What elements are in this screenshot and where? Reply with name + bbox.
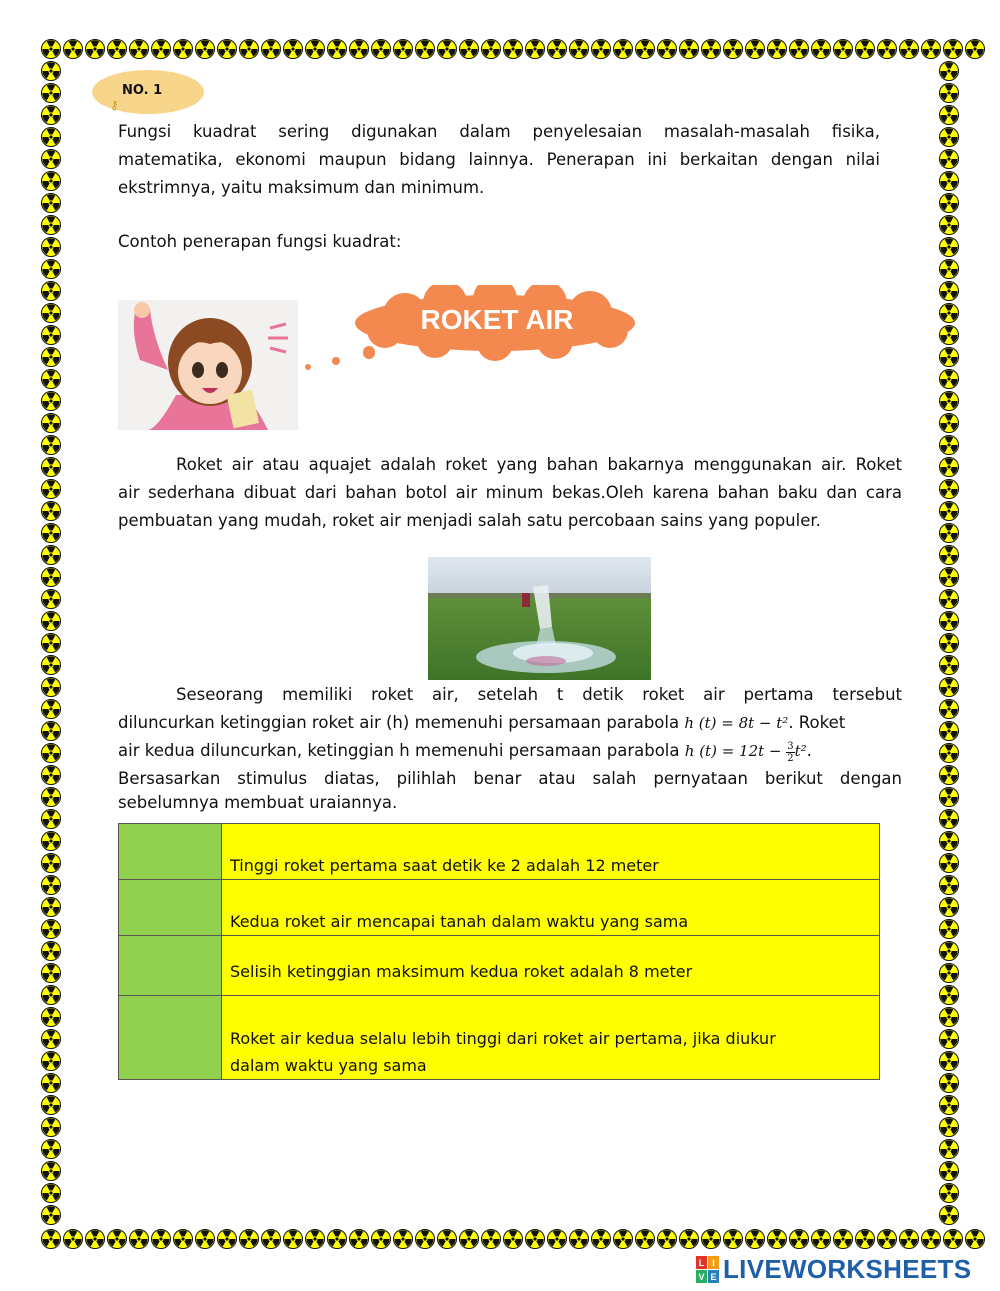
radiation-symbol-icon [939,721,959,741]
question-number-label: NO. 1 [122,83,163,98]
equation-2-right: t² [794,742,807,760]
radiation-symbol-icon [41,941,61,961]
radiation-symbol-icon [939,633,959,653]
radiation-symbol-icon [939,171,959,191]
radiation-symbol-icon [41,303,61,323]
radiation-symbol-icon [811,1229,831,1249]
radiation-symbol-icon [939,325,959,345]
radiation-symbol-icon [217,1229,237,1249]
radiation-symbol-icon [939,1051,959,1071]
radiation-symbol-icon [41,501,61,521]
statement-row-2 [119,880,880,936]
radiation-symbol-icon [151,1229,171,1249]
radiation-symbol-icon [547,39,567,59]
radiation-symbol-icon [899,39,919,59]
radiation-symbol-icon [41,765,61,785]
radiation-symbol-icon [939,545,959,565]
radiation-symbol-icon [591,39,611,59]
intro-line-1: Fungsi kuadrat sering digunakan dalam penyelesaian masalah-masalah fisika, [118,122,880,141]
radiation-symbol-icon [939,853,959,873]
problem-line-2-text: diluncurkan ketinggian roket air (h) memenuhi persamaan parabola [118,713,685,732]
radiation-symbol-icon [939,699,959,719]
radiation-symbol-icon [939,237,959,257]
radiation-symbol-icon [939,501,959,521]
radiation-symbol-icon [41,523,61,543]
answer-cell-4[interactable] [119,996,222,1080]
radiation-symbol-icon [41,611,61,631]
radiation-symbol-icon [943,1229,963,1249]
statements-table [118,823,880,1080]
logo-letter-1: L [698,1257,705,1268]
radiation-symbol-icon [41,1229,61,1249]
radiation-symbol-icon [767,1229,787,1249]
radiation-symbol-icon [41,105,61,125]
radiation-symbol-icon [939,479,959,499]
radiation-symbol-icon [939,435,959,455]
statement-text-2: Kedua roket air mencapai tanah dalam waktu yang sama [222,880,880,936]
radiation-symbol-icon [833,1229,853,1249]
radiation-symbol-icon [939,985,959,1005]
frame-left-border [40,60,62,1226]
radiation-symbol-icon [939,611,959,631]
radiation-symbol-icon [41,1117,61,1137]
radiation-symbol-icon [525,1229,545,1249]
example-heading: Contoh penerapan fungsi kuadrat: [118,232,402,251]
radiation-symbol-icon [41,281,61,301]
intro-line-2: matematika, ekonomi maupun bidang lainnya. Penerapan ini berkaitan dengan nilai [118,150,880,169]
radiation-symbol-icon [939,787,959,807]
radiation-symbol-icon [939,149,959,169]
answer-cell-1[interactable] [119,824,222,880]
radiation-symbol-icon [437,1229,457,1249]
radiation-symbol-icon [939,1205,959,1225]
radiation-symbol-icon [939,567,959,587]
radiation-symbol-icon [41,479,61,499]
radiation-symbol-icon [283,39,303,59]
radiation-symbol-icon [217,39,237,59]
radiation-symbol-icon [939,193,959,213]
equation-2-left: h (t) = 12t − [684,742,787,760]
radiation-symbol-icon [41,985,61,1005]
radiation-symbol-icon [41,391,61,411]
radiation-symbol-icon [129,39,149,59]
radiation-symbol-icon [939,1007,959,1027]
radiation-symbol-icon [41,83,61,103]
radiation-symbol-icon [151,39,171,59]
radiation-symbol-icon [939,127,959,147]
radiation-symbol-icon [939,215,959,235]
liveworksheets-wordmark: LIVEWORKSHEETS [723,1254,972,1284]
radiation-symbol-icon [939,765,959,785]
radiation-symbol-icon [939,281,959,301]
logo-letter-3: V [698,1271,705,1282]
radiation-symbol-icon [613,39,633,59]
radiation-symbol-icon [305,1229,325,1249]
radiation-symbol-icon [939,1095,959,1115]
radiation-symbol-icon [503,39,523,59]
radiation-symbol-icon [261,1229,281,1249]
statement-3-line: Selisih ketinggian maksimum kedua roket adalah 8 meter [230,962,693,981]
frame-bottom-border [40,1228,986,1250]
radiation-symbol-icon [41,699,61,719]
radiation-symbol-icon [939,105,959,125]
radiation-symbol-icon [657,39,677,59]
description-paragraph [118,451,902,535]
problem-line-5: sebelumnya membuat uraiannya. [118,793,398,812]
radiation-symbol-icon [173,39,193,59]
radiation-symbol-icon [41,1139,61,1159]
radiation-symbol-icon [939,963,959,983]
radiation-symbol-icon [239,1229,259,1249]
radiation-symbol-icon [939,259,959,279]
radiation-symbol-icon [939,831,959,851]
radiation-symbol-icon [195,39,215,59]
radiation-symbol-icon [939,655,959,675]
statement-text-1: Tinggi roket pertama saat detik ke 2 adalah 12 meter [222,824,880,880]
radiation-symbol-icon [349,1229,369,1249]
liveworksheets-brand [696,1254,971,1285]
statement-row-4 [119,996,880,1080]
radiation-symbol-icon [41,875,61,895]
radiation-symbol-icon [939,1029,959,1049]
radiation-symbol-icon [877,39,897,59]
radiation-symbol-icon [459,1229,479,1249]
problem-line-2 [118,709,902,737]
radiation-symbol-icon [811,39,831,59]
radiation-symbol-icon [679,1229,699,1249]
radiation-symbol-icon [939,1183,959,1203]
intro-paragraph [118,118,880,202]
radiation-symbol-icon [107,39,127,59]
cartoon-girl-illustration [118,300,298,430]
problem-paragraph [118,681,902,817]
statement-text-4 [222,996,880,1080]
radiation-symbol-icon [547,1229,567,1249]
logo-letter-4: E [710,1271,717,1282]
radiation-symbol-icon [41,809,61,829]
radiation-symbol-icon [943,39,963,59]
radiation-symbol-icon [525,39,545,59]
radiation-symbol-icon [41,633,61,653]
radiation-symbol-icon [415,1229,435,1249]
radiation-symbol-icon [305,39,325,59]
radiation-symbol-icon [283,1229,303,1249]
radiation-symbol-icon [41,1095,61,1115]
radiation-symbol-icon [833,39,853,59]
description-line-1: Roket air atau aquajet adalah roket yang bahan bakarnya menggunakan air. Roket [176,455,902,474]
radiation-symbol-icon [939,1117,959,1137]
radiation-symbol-icon [41,259,61,279]
radiation-symbol-icon [635,1229,655,1249]
intro-line-3: ekstrimnya, yaitu maksimum dan minimum. [118,178,485,197]
radiation-symbol-icon [569,1229,589,1249]
radiation-symbol-icon [129,1229,149,1249]
radiation-symbol-icon [789,39,809,59]
answer-cell-2[interactable] [119,880,222,936]
radiation-symbol-icon [41,831,61,851]
statement-row-1 [119,824,880,880]
radiation-symbol-icon [701,39,721,59]
radiation-symbol-icon [327,39,347,59]
radiation-symbol-icon [41,655,61,675]
statement-row-3 [119,936,880,996]
radiation-symbol-icon [767,39,787,59]
key-icon: ⚷ [110,98,119,112]
radiation-symbol-icon [393,1229,413,1249]
radiation-symbol-icon [437,39,457,59]
fraction-denominator: 2 [787,752,794,764]
radiation-symbol-icon [503,1229,523,1249]
radiation-symbol-icon [481,1229,501,1249]
radiation-symbol-icon [41,853,61,873]
radiation-symbol-icon [41,919,61,939]
frame-top-border [40,38,986,60]
radiation-symbol-icon [939,83,959,103]
radiation-symbol-icon [41,1073,61,1093]
equation-rocket-2 [684,740,807,764]
equation-2-fraction [786,741,794,764]
equation-rocket-1: h (t) = 8t − t² [684,714,789,732]
radiation-symbol-icon [613,1229,633,1249]
radiation-symbol-icon [41,589,61,609]
description-line-2: air sederhana dibuat dari bahan botol air minum bekas.Oleh karena bahan baku dan cara [118,483,902,502]
water-rocket-photo [428,557,651,680]
radiation-symbol-icon [921,1229,941,1249]
radiation-symbol-icon [569,39,589,59]
radiation-symbol-icon [965,1229,985,1249]
radiation-symbol-icon [481,39,501,59]
thought-bubble-dots [300,345,380,375]
radiation-symbol-icon [63,39,83,59]
radiation-symbol-icon [41,1183,61,1203]
problem-line-3-tail: . [806,741,812,760]
radiation-symbol-icon [41,215,61,235]
radiation-symbol-icon [939,809,959,829]
radiation-symbol-icon [939,589,959,609]
radiation-symbol-icon [899,1229,919,1249]
radiation-symbol-icon [41,127,61,147]
radiation-symbol-icon [195,1229,215,1249]
radiation-symbol-icon [939,369,959,389]
radiation-symbol-icon [745,39,765,59]
radiation-symbol-icon [41,567,61,587]
radiation-symbol-icon [41,1205,61,1225]
frame-right-border [938,60,960,1226]
radiation-symbol-icon [41,1161,61,1181]
answer-cell-3[interactable] [119,936,222,996]
radiation-symbol-icon [239,39,259,59]
radiation-symbol-icon [107,1229,127,1249]
radiation-symbol-icon [939,391,959,411]
radiation-symbol-icon [459,39,479,59]
radiation-symbol-icon [939,897,959,917]
radiation-symbol-icon [349,39,369,59]
radiation-symbol-icon [41,457,61,477]
radiation-symbol-icon [965,39,985,59]
radiation-symbol-icon [789,1229,809,1249]
radiation-symbol-icon [723,39,743,59]
radiation-symbol-icon [41,369,61,389]
radiation-symbol-icon [939,743,959,763]
radiation-symbol-icon [41,149,61,169]
radiation-symbol-icon [41,963,61,983]
radiation-symbol-icon [855,1229,875,1249]
radiation-symbol-icon [591,1229,611,1249]
radiation-symbol-icon [41,61,61,81]
radiation-symbol-icon [939,413,959,433]
radiation-symbol-icon [415,39,435,59]
radiation-symbol-icon [41,325,61,345]
radiation-symbol-icon [939,875,959,895]
radiation-symbol-icon [635,39,655,59]
description-line-3: pembuatan yang mudah, roket air menjadi salah satu percobaan sains yang populer. [118,511,821,530]
liveworksheets-logo-icon [696,1256,720,1284]
radiation-symbol-icon [939,919,959,939]
problem-line-4: Bersasarkan stimulus diatas, pilihlah benar atau salah pernyataan berikut dengan [118,769,902,788]
radiation-symbol-icon [393,39,413,59]
problem-line-3 [118,737,902,765]
radiation-symbol-icon [41,1029,61,1049]
radiation-symbol-icon [41,237,61,257]
radiation-symbol-icon [41,1051,61,1071]
radiation-symbol-icon [85,1229,105,1249]
problem-line-2-tail: . Roket [788,713,846,732]
radiation-symbol-icon [939,457,959,477]
radiation-symbol-icon [41,897,61,917]
problem-line-1: Seseorang memiliki roket air, setelah t detik roket air pertama tersebut [176,685,902,704]
radiation-symbol-icon [41,435,61,455]
statement-text-3 [222,936,880,996]
radiation-symbol-icon [41,677,61,697]
radiation-symbol-icon [41,1007,61,1027]
cloud-title: ROKET AIR [420,304,574,335]
radiation-symbol-icon [679,39,699,59]
radiation-symbol-icon [701,1229,721,1249]
fraction-numerator: 3 [787,740,794,752]
radiation-symbol-icon [855,39,875,59]
radiation-symbol-icon [939,347,959,367]
radiation-symbol-icon [173,1229,193,1249]
radiation-symbol-icon [41,193,61,213]
statement-4-line-2: dalam waktu yang sama [230,1056,427,1075]
radiation-symbol-icon [939,677,959,697]
radiation-symbol-icon [745,1229,765,1249]
logo-letter-2: I [712,1257,715,1268]
radiation-symbol-icon [41,743,61,763]
radiation-symbol-icon [327,1229,347,1249]
radiation-symbol-icon [939,941,959,961]
statement-4-line-1: Roket air kedua selalu lebih tinggi dari roket air pertama, jika diukur [230,1029,776,1048]
radiation-symbol-icon [261,39,281,59]
radiation-symbol-icon [939,1161,959,1181]
radiation-symbol-icon [41,545,61,565]
radiation-symbol-icon [85,39,105,59]
radiation-symbol-icon [939,1139,959,1159]
radiation-symbol-icon [63,1229,83,1249]
radiation-symbol-icon [41,413,61,433]
radiation-symbol-icon [939,523,959,543]
radiation-symbol-icon [877,1229,897,1249]
radiation-symbol-icon [657,1229,677,1249]
radiation-symbol-icon [723,1229,743,1249]
radiation-symbol-icon [939,1073,959,1093]
radiation-symbol-icon [939,303,959,323]
radiation-symbol-icon [41,787,61,807]
radiation-symbol-icon [939,61,959,81]
radiation-symbol-icon [921,39,941,59]
radiation-symbol-icon [41,39,61,59]
radiation-symbol-icon [371,39,391,59]
radiation-symbol-icon [41,347,61,367]
problem-line-3-text: air kedua diluncurkan, ketinggian h memenuhi persamaan parabola [118,741,685,760]
radiation-symbol-icon [41,721,61,741]
radiation-symbol-icon [41,171,61,191]
radiation-symbol-icon [371,1229,391,1249]
